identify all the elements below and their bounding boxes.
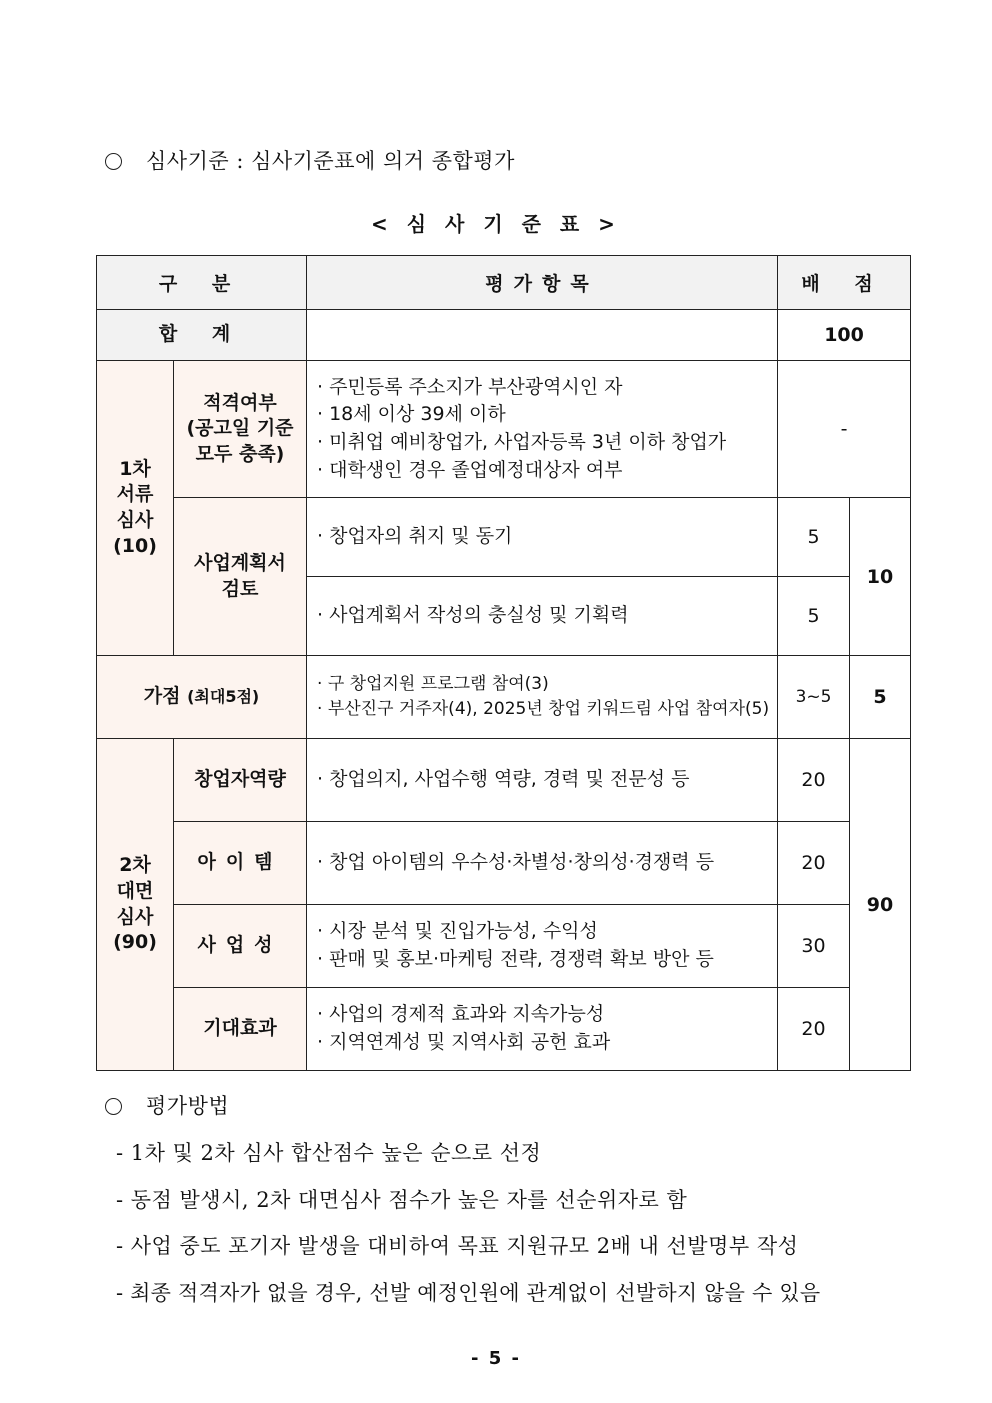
total-score: 100 [778, 310, 911, 361]
second-row-items-4: · 사업의 경제적 효과와 지속가능성 · 지역연계성 및 지역사회 공헌 효과 [307, 988, 778, 1071]
plan-total: 10 [850, 498, 911, 656]
method-item-1: - 1차 및 2차 심사 합산점수 높은 순으로 선정 [116, 1141, 542, 1165]
bonus-row [97, 656, 911, 739]
second-row-items-1: · 창업의지, 사업수행 역량, 경력 및 전문성 등 [307, 739, 778, 822]
plan-score-1: 5 [778, 498, 850, 577]
bonus-items: · 구 창업지원 프로그램 참여(3) · 부산진구 거주자(4), 2025년 창업 키워드림 사업 참여자(5) [307, 656, 778, 739]
second-row-score-4: 20 [778, 988, 850, 1071]
total-label: 합 계 [97, 310, 307, 361]
second-row-3 [97, 905, 911, 988]
second-total: 90 [850, 739, 911, 1071]
second-row-2 [97, 822, 911, 905]
method-item-3: - 사업 중도 포기자 발생을 대비하여 목표 지원규모 2배 내 선발명부 작성 [116, 1234, 799, 1258]
page-number: - 5 - [471, 1348, 521, 1369]
header-category: 구 분 [97, 256, 307, 310]
eligibility-score: - [778, 361, 911, 498]
second-row-items-3: · 시장 분석 및 진입가능성, 수익성 · 판매 및 홍보·마케팅 전략, 경쟁력 확보 방안 등 [307, 905, 778, 988]
method-item-4: - 최종 적격자가 없을 경우, 선발 예정인원에 관계없이 선발하지 않을 수 있음 [116, 1281, 821, 1305]
second-row-score-1: 20 [778, 739, 850, 822]
criteria-line: 심사기준 : 심사기준표에 의거 종합평가 [105, 145, 515, 175]
plan-item-1: · 창업자의 취지 및 동기 [307, 498, 778, 577]
circle-bullet-icon [105, 1098, 122, 1115]
header-score: 배 점 [778, 256, 911, 310]
circle-bullet-icon [105, 153, 122, 170]
table-title: < 심 사 기 준 표 > [371, 212, 621, 236]
bonus-label: 가점 (최대5점) [97, 656, 307, 739]
second-row-label-3: 사업성 [174, 905, 307, 988]
eligibility-items: · 주민등록 주소지가 부산광역시인 자 · 18세 이상 39세 이하 · 미취업 예비창업가, 사업자등록 3년 이하 창업가 · 대학생인 경우 졸업예정대상자 여부 [307, 361, 778, 498]
bonus-score: 3~5 [778, 656, 850, 739]
criteria-table [96, 255, 911, 1071]
first-stage-label: 1차 서류 심사 (10) [97, 361, 174, 656]
second-stage-label: 2차 대면 심사 (90) [97, 739, 174, 1071]
eligibility-label: 적격여부 (공고일 기준 모두 충족) [174, 361, 307, 498]
second-row-score-2: 20 [778, 822, 850, 905]
header-items: 평가항목 [307, 256, 778, 310]
second-row-label-4: 기대효과 [174, 988, 307, 1071]
method-item-2: - 동점 발생시, 2차 대면심사 점수가 높은 자를 선순위자로 함 [116, 1188, 688, 1212]
method-title: 평가방법 [105, 1090, 229, 1120]
second-row-label-1: 창업자역량 [174, 739, 307, 822]
second-row-4 [97, 988, 911, 1071]
second-row-score-3: 30 [778, 905, 850, 988]
plan-label: 사업계획서 검토 [174, 498, 307, 656]
second-row-1 [97, 739, 911, 822]
second-row-label-2: 아이템 [174, 822, 307, 905]
second-row-items-2: · 창업 아이템의 우수성·차별성·창의성·경쟁력 등 [307, 822, 778, 905]
plan-row-1 [97, 498, 911, 577]
table-header-row [97, 256, 911, 310]
plan-score-2: 5 [778, 577, 850, 656]
eligibility-row [97, 361, 911, 498]
bonus-total: 5 [850, 656, 911, 739]
plan-item-2: · 사업계획서 작성의 충실성 및 기획력 [307, 577, 778, 656]
total-row [97, 310, 911, 361]
